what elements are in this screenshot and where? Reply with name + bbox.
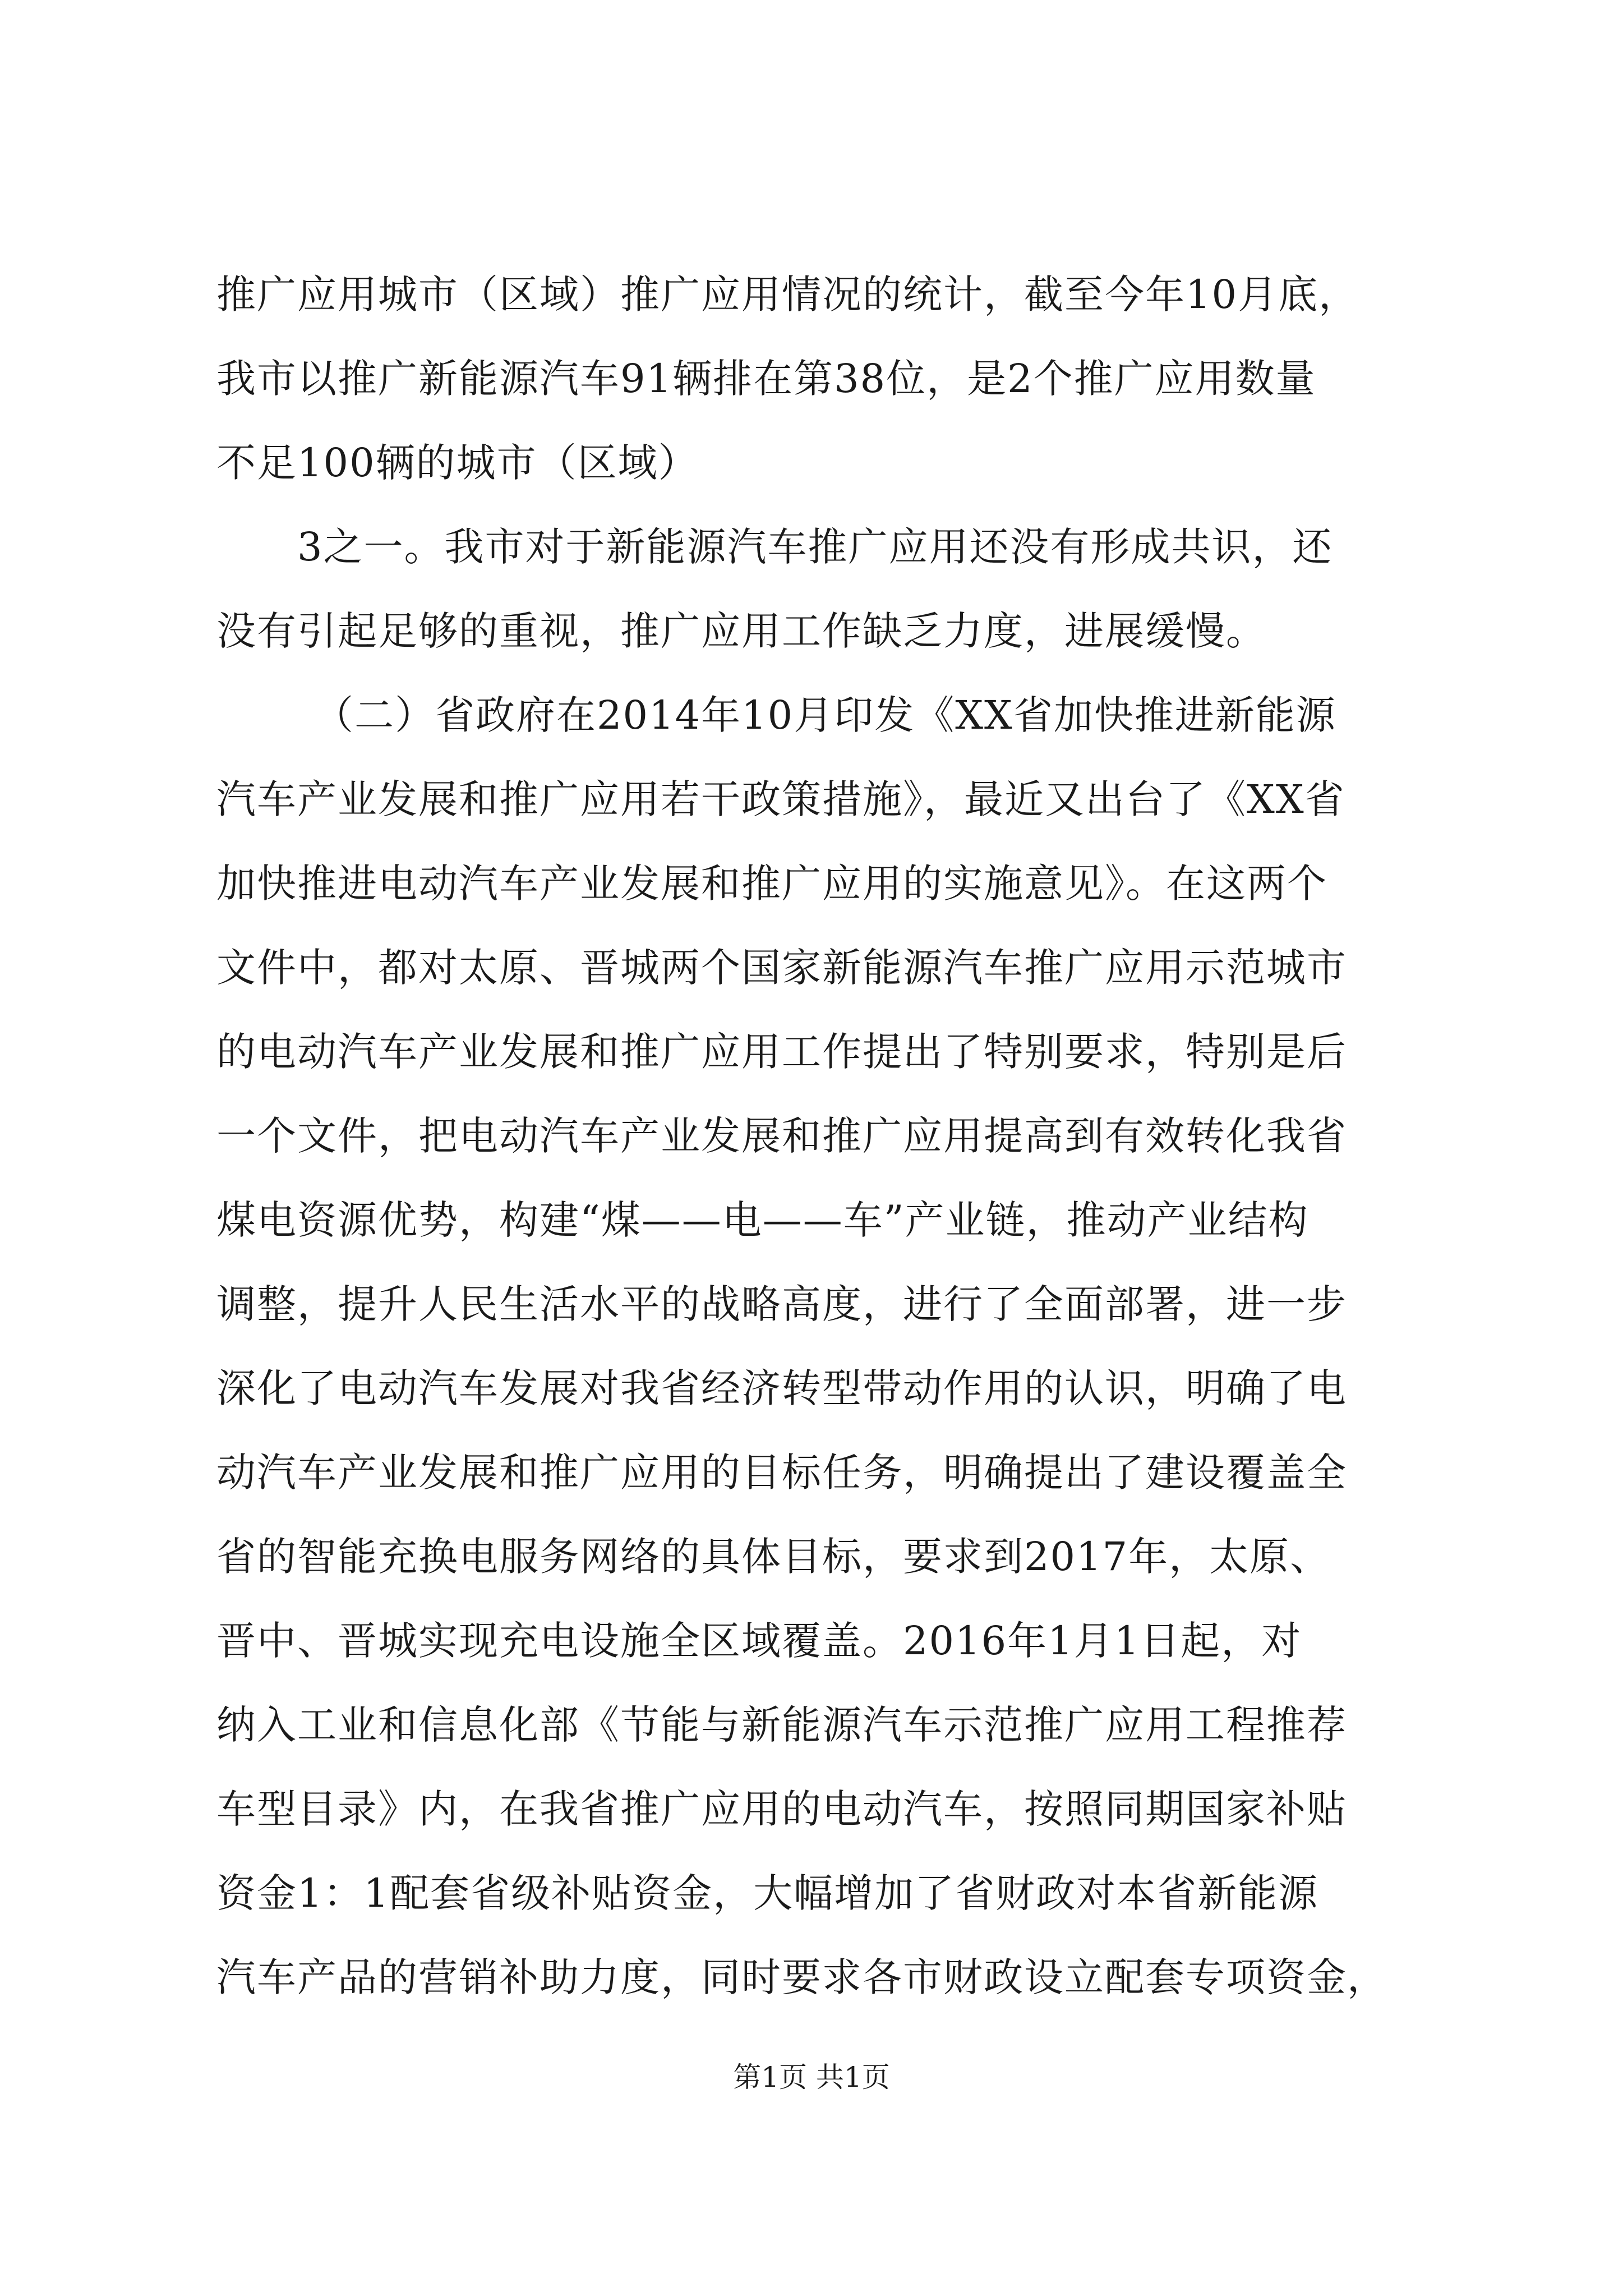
text-line-15: 动汽车产业发展和推广应用的目标任务，明确提出了建设覆盖全 <box>216 1450 1347 1496</box>
text-line-21: 汽车产品的营销补助力度，同时要求各市财政设立配套专项资金， <box>216 1954 1387 2000</box>
text-line-14: 深化了电动汽车发展对我省经济转型带动作用的认识，明确了电 <box>216 1365 1347 1411</box>
text-line-10: 的电动汽车产业发展和推广应用工作提出了特别要求，特别是后 <box>216 1029 1347 1075</box>
text-line-3: 不足100辆的城市（区域） <box>216 440 699 486</box>
text-line-1: 推广应用城市（区域）推广应用情况的统计，截至今年10月底， <box>216 272 1359 318</box>
text-line-8: 加快推进电动汽车产业发展和推广应用的实施意见》。在这两个 <box>216 861 1327 907</box>
text-line-5: 没有引起足够的重视，推广应用工作缺乏力度，进展缓慢。 <box>216 608 1266 654</box>
text-line-2: 我市以推广新能源汽车91辆排在第38位，是2个推广应用数量 <box>216 356 1316 402</box>
text-line-11: 一个文件，把电动汽车产业发展和推广应用提高到有效转化我省 <box>216 1113 1347 1159</box>
text-line-16: 省的智能充换电服务网络的具体目标，要求到2017年，太原、 <box>216 1534 1331 1580</box>
text-line-20: 资金1：1配套省级补贴资金，大幅增加了省财政对本省新能源 <box>216 1870 1319 1916</box>
text-line-13: 调整，提升人民生活水平的战略高度，进行了全面部署，进一步 <box>216 1281 1347 1327</box>
text-line-7: 汽车产业发展和推广应用若干政策措施》，最近又出台了《XX省 <box>216 776 1345 822</box>
text-line-19: 车型目录》内，在我省推广应用的电动汽车，按照同期国家补贴 <box>216 1786 1347 1832</box>
text-line-4: 3之一。我市对于新能源汽车推广应用还没有形成共识，还 <box>297 524 1333 570</box>
text-line-6: （二）省政府在2014年10月印发《XX省加快推进新能源 <box>314 692 1336 738</box>
page-number-footer: 第1页 共1页 <box>733 2061 890 2093</box>
text-line-17: 晋中、晋城实现充电设施全区域覆盖。2016年1月1日起，对 <box>216 1618 1302 1664</box>
text-line-18: 纳入工业和信息化部《节能与新能源汽车示范推广应用工程推荐 <box>216 1702 1347 1748</box>
text-line-12: 煤电资源优势，构建“煤——电——车”产业链，推动产业结构 <box>216 1197 1309 1243</box>
text-line-9: 文件中，都对太原、晋城两个国家新能源汽车推广应用示范城市 <box>216 945 1347 991</box>
